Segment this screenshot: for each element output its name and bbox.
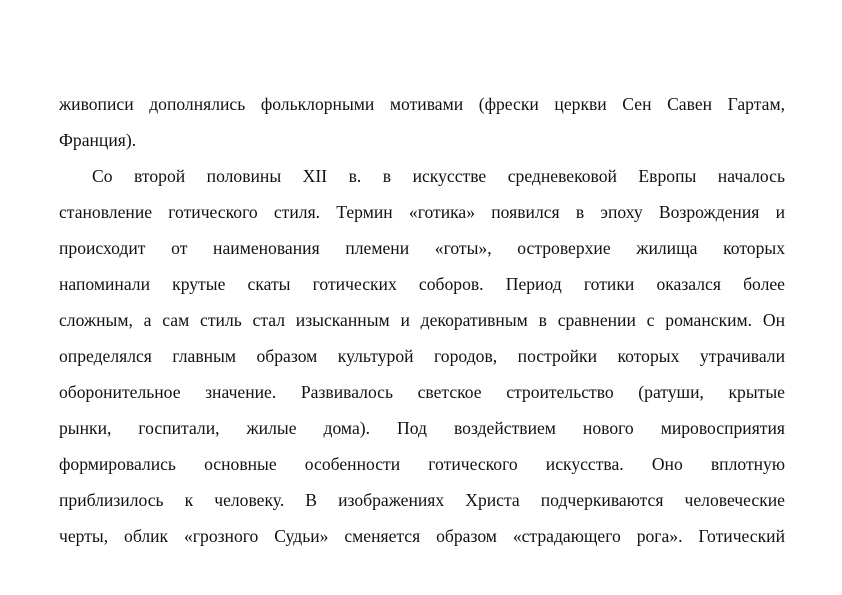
paragraph-first-line: Со второй половины XII в. в искусстве средневековой Европы началось [92, 166, 785, 186]
text-line: формировались основные особенности готического искусства. Оно вплотную [59, 454, 785, 474]
text-line: рынки, госпитали, жилые дома). Под воздействием нового мировосприятия [59, 418, 785, 438]
document-body-text [59, 86, 785, 554]
text-line: напоминали крутые скаты готических соборов. Период готики оказался более [59, 274, 785, 294]
text-line: происходит от наименования племени «готы», островерхие жилища которых [59, 238, 785, 258]
text-line: сложным, а сам стиль стал изысканным и декоративным в сравнении с романским. Он [59, 310, 785, 330]
text-line: становление готического стиля. Термин «готика» появился в эпоху Возрождения и [59, 202, 785, 222]
text-line: оборонительное значение. Развивалось светское строительство (ратуши, крытые [59, 382, 785, 402]
text-line: живописи дополнялись фольклорными мотивами (фрески церкви Сен Савен Гартам, [59, 94, 785, 114]
text-line: Франция). [59, 130, 137, 150]
text-line: определялся главным образом культурой городов, постройки которых утрачивали [59, 346, 785, 366]
text-line: черты, облик «грозного Судьи» сменяется образом «страдающего рога». Готический [59, 526, 785, 546]
text-line: приблизилось к человеку. В изображениях Христа подчеркиваются человеческие [59, 490, 785, 510]
